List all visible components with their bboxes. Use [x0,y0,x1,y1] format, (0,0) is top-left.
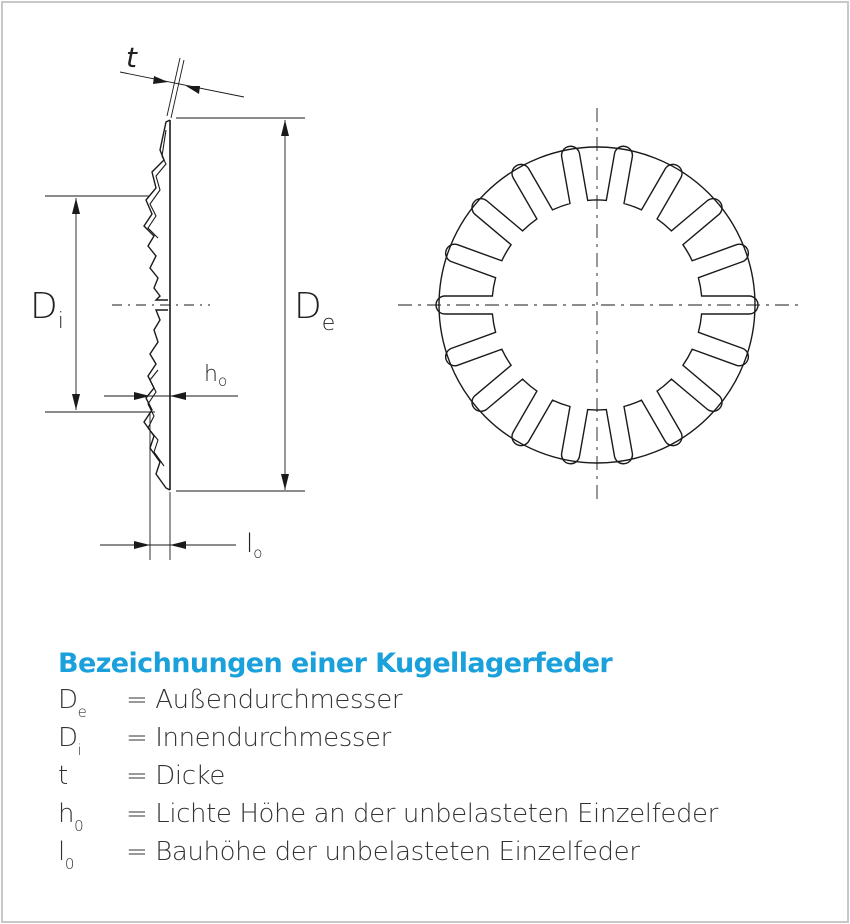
legend-row-t: t = Dicke [58,757,718,795]
label-l0: $l_o$ [246,529,263,562]
front-view [398,108,798,502]
t-dimension-line [120,72,244,97]
dimension-arrows [72,76,289,549]
legend-symbol: t [58,761,68,791]
label-de: $D_e$ [294,286,336,336]
side-view [45,58,305,560]
label-h0: $h_o$ [204,362,228,390]
label-t: t [126,41,137,74]
label-di: $D_i$ [30,286,64,334]
legend-symbol: $D_e$ [58,685,87,721]
legend [58,648,718,871]
legend-symbol: $h_0$ [58,799,84,835]
legend-row-l0: $l_0$ = Bauhöhe der unbelasteten Einzelfeder [58,833,718,871]
legend-row-h0: $h_0$ = Lichte Höhe an der unbelasteten Einzelfeder [58,795,718,833]
legend-row-de: $D_e$ = Außendurchmesser [58,681,718,719]
legend-title: Bezeichnungen einer Kugellagerfeder [58,648,613,679]
legend-symbol: $D_i$ [58,723,82,759]
legend-symbol: $l_0$ [58,837,74,873]
legend-row-di: $D_i$ = Innendurchmesser [58,719,718,757]
